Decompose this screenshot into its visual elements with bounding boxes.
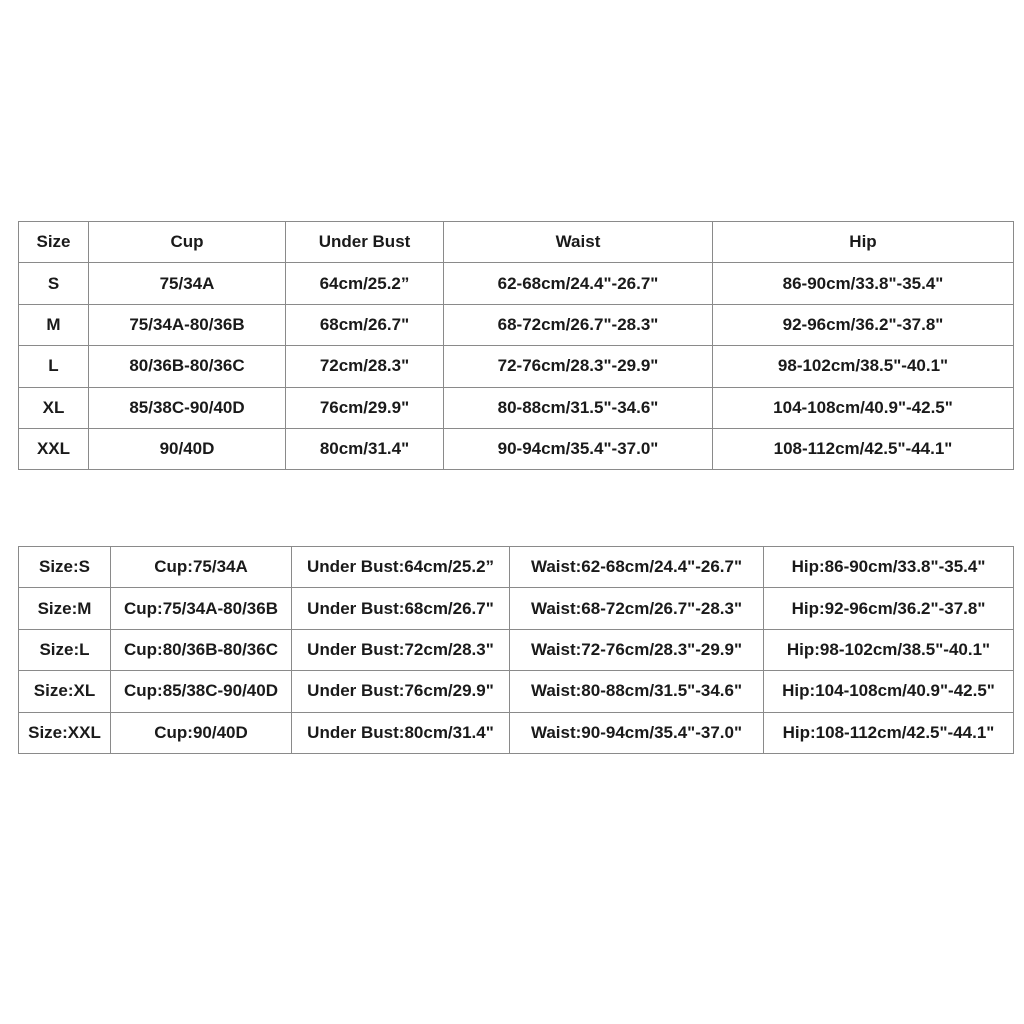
header-size: Size — [19, 222, 89, 263]
cell-waist: 72-76cm/28.3"-29.9" — [444, 346, 713, 387]
cell-under-bust: 72cm/28.3" — [286, 346, 444, 387]
cell-hip: 104-108cm/40.9"-42.5" — [713, 387, 1014, 428]
cell-hip: Hip:92-96cm/36.2"-37.8" — [764, 588, 1014, 629]
cell-size: L — [19, 346, 89, 387]
cell-size: Size:XXL — [19, 712, 111, 753]
cell-under-bust: Under Bust:68cm/26.7" — [292, 588, 510, 629]
cell-cup: 75/34A-80/36B — [89, 304, 286, 345]
cell-cup: Cup:80/36B-80/36C — [111, 629, 292, 670]
size-chart-table — [18, 221, 1014, 470]
cell-hip: 108-112cm/42.5"-44.1" — [713, 428, 1014, 469]
table-row — [19, 263, 1014, 304]
table-row — [19, 346, 1014, 387]
cell-waist: Waist:80-88cm/31.5"-34.6" — [510, 671, 764, 712]
table-row — [19, 428, 1014, 469]
cell-cup: 75/34A — [89, 263, 286, 304]
table-row — [19, 588, 1014, 629]
header-waist: Waist — [444, 222, 713, 263]
table-row — [19, 304, 1014, 345]
cell-under-bust: 76cm/29.9" — [286, 387, 444, 428]
cell-cup: Cup:85/38C-90/40D — [111, 671, 292, 712]
cell-size: XXL — [19, 428, 89, 469]
table-row — [19, 547, 1014, 588]
cell-under-bust: Under Bust:76cm/29.9" — [292, 671, 510, 712]
cell-hip: Hip:86-90cm/33.8"-35.4" — [764, 547, 1014, 588]
table-row — [19, 629, 1014, 670]
cell-under-bust: Under Bust:72cm/28.3" — [292, 629, 510, 670]
table-header-row — [19, 222, 1014, 263]
table-row — [19, 387, 1014, 428]
labeled-size-chart-table — [18, 546, 1014, 754]
cell-hip: 98-102cm/38.5"-40.1" — [713, 346, 1014, 387]
cell-cup: Cup:75/34A — [111, 547, 292, 588]
cell-cup: 85/38C-90/40D — [89, 387, 286, 428]
cell-waist: 68-72cm/26.7"-28.3" — [444, 304, 713, 345]
table-row — [19, 712, 1014, 753]
cell-waist: Waist:68-72cm/26.7"-28.3" — [510, 588, 764, 629]
header-under-bust: Under Bust — [286, 222, 444, 263]
cell-cup: Cup:75/34A-80/36B — [111, 588, 292, 629]
cell-under-bust: Under Bust:64cm/25.2” — [292, 547, 510, 588]
cell-waist: Waist:90-94cm/35.4"-37.0" — [510, 712, 764, 753]
cell-size: Size:XL — [19, 671, 111, 712]
cell-hip: Hip:98-102cm/38.5"-40.1" — [764, 629, 1014, 670]
cell-cup: Cup:90/40D — [111, 712, 292, 753]
cell-size: Size:L — [19, 629, 111, 670]
cell-hip: Hip:104-108cm/40.9"-42.5" — [764, 671, 1014, 712]
cell-size: XL — [19, 387, 89, 428]
cell-size: S — [19, 263, 89, 304]
cell-size: M — [19, 304, 89, 345]
cell-size: Size:S — [19, 547, 111, 588]
header-cup: Cup — [89, 222, 286, 263]
cell-under-bust: 68cm/26.7" — [286, 304, 444, 345]
cell-cup: 80/36B-80/36C — [89, 346, 286, 387]
cell-under-bust: 80cm/31.4" — [286, 428, 444, 469]
table-row — [19, 671, 1014, 712]
cell-waist: 62-68cm/24.4"-26.7" — [444, 263, 713, 304]
cell-under-bust: Under Bust:80cm/31.4" — [292, 712, 510, 753]
cell-under-bust: 64cm/25.2” — [286, 263, 444, 304]
cell-cup: 90/40D — [89, 428, 286, 469]
cell-hip: 92-96cm/36.2"-37.8" — [713, 304, 1014, 345]
cell-size: Size:M — [19, 588, 111, 629]
cell-hip: 86-90cm/33.8"-35.4" — [713, 263, 1014, 304]
cell-waist: 80-88cm/31.5"-34.6" — [444, 387, 713, 428]
cell-hip: Hip:108-112cm/42.5"-44.1" — [764, 712, 1014, 753]
cell-waist: 90-94cm/35.4"-37.0" — [444, 428, 713, 469]
cell-waist: Waist:72-76cm/28.3"-29.9" — [510, 629, 764, 670]
header-hip: Hip — [713, 222, 1014, 263]
cell-waist: Waist:62-68cm/24.4"-26.7" — [510, 547, 764, 588]
